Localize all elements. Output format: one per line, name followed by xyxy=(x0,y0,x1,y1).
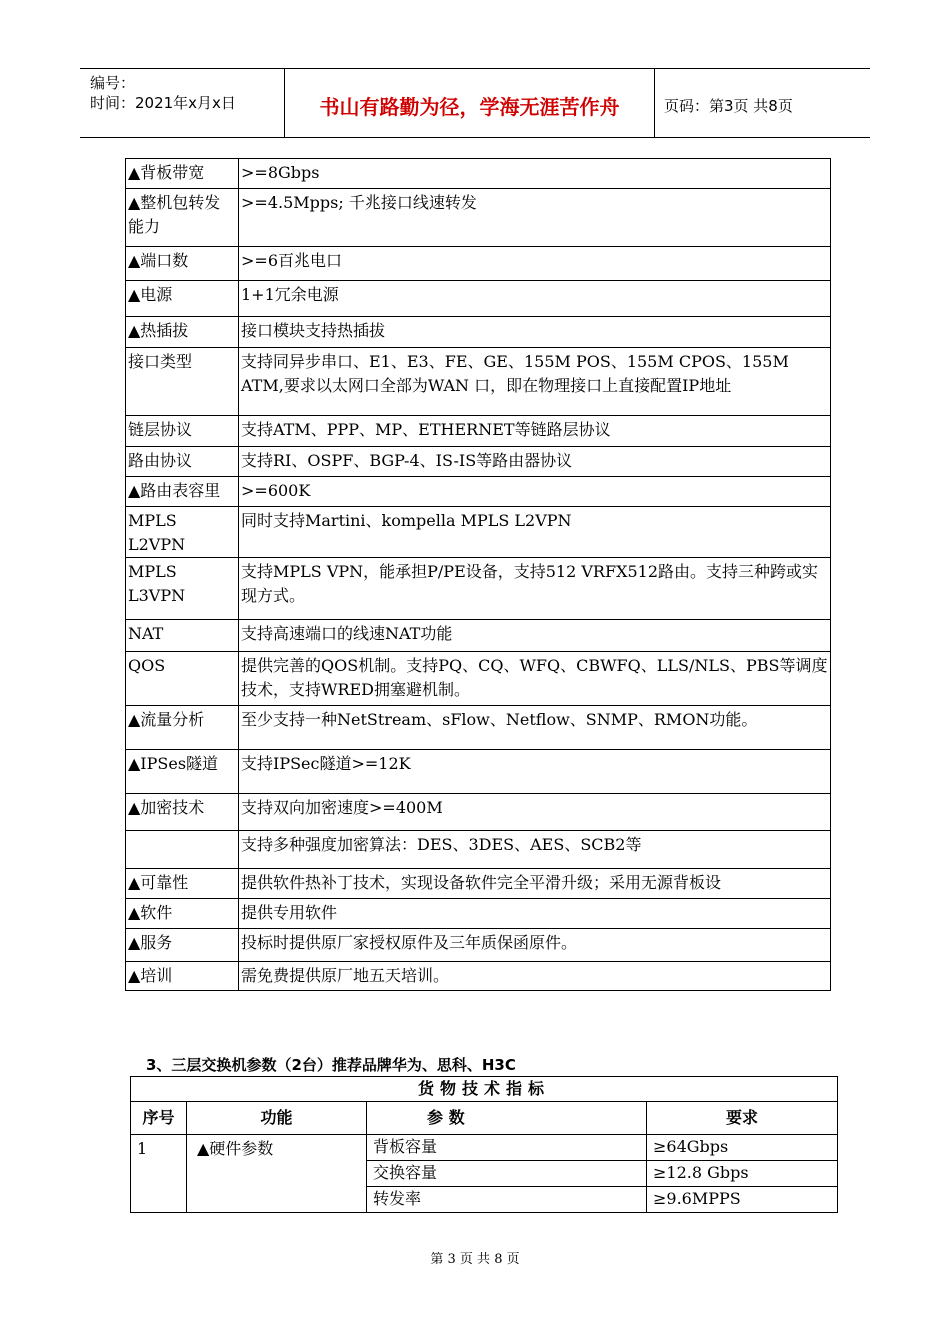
spec-value: >=4.5Mpps; 千兆接口线速转发 xyxy=(239,189,831,247)
spec-name: 路由协议 xyxy=(126,447,239,477)
table-row xyxy=(126,416,831,447)
spec-table xyxy=(125,158,831,991)
spec-value: 接口模块支持热插拔 xyxy=(239,317,831,348)
table-row xyxy=(126,899,831,929)
column-header: 序号 xyxy=(131,1102,187,1135)
spec-value: 支持高速端口的线速NAT功能 xyxy=(239,620,831,652)
row-function: ▲硬件参数 xyxy=(187,1135,367,1213)
table-row xyxy=(131,1135,838,1161)
spec-value: 提供完善的QOS机制。支持PQ、CQ、WFQ、CBWFQ、LLS/NLS、PBS等调度技术，支持WRED拥塞避机制。 xyxy=(239,652,831,706)
table-row xyxy=(126,447,831,477)
table-header-row xyxy=(131,1102,838,1135)
spec-name: 链层协议 xyxy=(126,416,239,447)
spec-value: 至少支持一种NetStream、sFlow、Netflow、SNMP、RMON功能。 xyxy=(239,706,831,750)
spec-name: ▲可靠性 xyxy=(126,869,239,899)
spec-name: ▲软件 xyxy=(126,899,239,929)
goods-table xyxy=(130,1076,838,1213)
spec-name: NAT xyxy=(126,620,239,652)
header-page-label: 页码：第3页 共8页 xyxy=(664,97,793,115)
spec-name: ▲背板带宽 xyxy=(126,159,239,189)
spec-value: 1+1冗余电源 xyxy=(239,281,831,317)
spec-value: 支持双向加密速度>=400M xyxy=(239,794,831,831)
spec-name: ▲整机包转发能力 xyxy=(126,189,239,247)
spec-name: ▲电源 xyxy=(126,281,239,317)
time-label: 时间：2021年x月x日 xyxy=(90,94,236,112)
table-row xyxy=(126,869,831,899)
spec-name: 接口类型 xyxy=(126,348,239,416)
param-cell: 转发率 xyxy=(367,1187,647,1213)
spec-value: 支持IPSec隧道>=12K xyxy=(239,750,831,794)
column-header: 要求 xyxy=(647,1102,838,1135)
spec-value: 支持RI、OSPF、BGP-4、IS-IS等路由器协议 xyxy=(239,447,831,477)
spec-value: 支持多种强度加密算法：DES、3DES、AES、SCB2等 xyxy=(239,831,831,869)
spec-name: ▲热插拔 xyxy=(126,317,239,348)
spec-name: MPLS L3VPN xyxy=(126,558,239,620)
spec-value: >=600K xyxy=(239,477,831,507)
param-cell: 背板容量 xyxy=(367,1135,647,1161)
spec-name: ▲端口数 xyxy=(126,247,239,281)
spec-value: 支持同异步串口、E1、E3、FE、GE、155M POS、155M CPOS、155M ATM,要求以太网口全部为WAN 口，即在物理接口上直接配置IP地址 xyxy=(239,348,831,416)
table-row xyxy=(126,317,831,348)
spec-value: 同时支持Martini、kompella MPLS L2VPN xyxy=(239,507,831,558)
table-row xyxy=(126,962,831,991)
requirement-cell: ≥64Gbps xyxy=(647,1135,838,1161)
table-row xyxy=(126,507,831,558)
spec-name: MPLS L2VPN xyxy=(126,507,239,558)
spec-value: 提供软件热补丁技术，实现设备软件完全平滑升级；采用无源背板设 xyxy=(239,869,831,899)
table-row xyxy=(126,189,831,247)
table-row xyxy=(126,558,831,620)
spec-name: QOS xyxy=(126,652,239,706)
spec-name: ▲流量分析 xyxy=(126,706,239,750)
param-cell: 交换容量 xyxy=(367,1161,647,1187)
table-row xyxy=(126,348,831,416)
page-footer: 第 3 页 共 8 页 xyxy=(430,1252,520,1267)
table-caption-row xyxy=(131,1077,838,1102)
table-row xyxy=(126,620,831,652)
spec-value: 需免费提供原厂地五天培训。 xyxy=(239,962,831,991)
column-header: 功能 xyxy=(187,1102,367,1135)
table-row xyxy=(126,706,831,750)
spec-value: 投标时提供原厂家授权原件及三年质保函原件。 xyxy=(239,929,831,962)
spec-name xyxy=(126,831,239,869)
table-row xyxy=(126,929,831,962)
requirement-cell: ≥12.8 Gbps xyxy=(647,1161,838,1187)
table-row xyxy=(126,831,831,869)
row-number: 1 xyxy=(131,1135,187,1213)
table-caption: 货物技术指标 xyxy=(131,1077,838,1102)
spec-name: ▲培训 xyxy=(126,962,239,991)
table-row xyxy=(126,652,831,706)
column-header: 参 数 xyxy=(367,1102,647,1135)
table-row xyxy=(126,477,831,507)
table-row xyxy=(126,159,831,189)
spec-name: ▲加密技术 xyxy=(126,794,239,831)
header-divider xyxy=(654,69,655,137)
table-row xyxy=(126,794,831,831)
section-title: 3、三层交换机参数（2台）推荐品牌华为、思科、H3C xyxy=(146,1056,516,1074)
table-row xyxy=(126,281,831,317)
page-header xyxy=(80,68,870,138)
table-row xyxy=(126,247,831,281)
spec-value: >=6百兆电口 xyxy=(239,247,831,281)
spec-name: ▲服务 xyxy=(126,929,239,962)
spec-value: >=8Gbps xyxy=(239,159,831,189)
header-info xyxy=(90,73,236,113)
number-label: 编号： xyxy=(90,74,136,92)
requirement-cell: ≥9.6MPPS xyxy=(647,1187,838,1213)
spec-value: 支持MPLS VPN，能承担P/PE设备，支持512 VRFX512路由。支持三种跨或实现方式。 xyxy=(239,558,831,620)
spec-value: 支持ATM、PPP、MP、ETHERNET等链路层协议 xyxy=(239,416,831,447)
table-row xyxy=(126,750,831,794)
spec-name: ▲IPSes隧道 xyxy=(126,750,239,794)
spec-name: ▲路由表容里 xyxy=(126,477,239,507)
header-motto: 书山有路勤为径，学海无涯苦作舟 xyxy=(319,95,620,119)
spec-value: 提供专用软件 xyxy=(239,899,831,929)
